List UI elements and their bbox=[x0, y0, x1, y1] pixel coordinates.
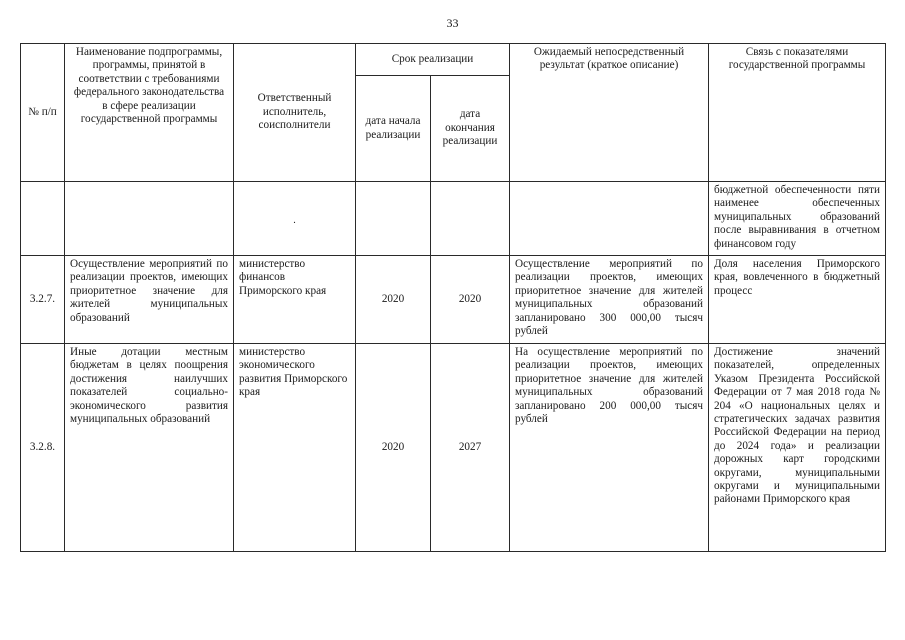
header-name: Наименование подпрограммы, программы, принятой в соответствии с требованиями федерального законодательства в сфере реализации государственной программы bbox=[65, 44, 234, 182]
row-link: Доля населения Приморского края, вовлеченного в бюджетный процесс bbox=[709, 256, 886, 344]
row-num bbox=[21, 182, 65, 256]
page-number: 33 bbox=[446, 16, 459, 30]
header-period: Срок реализации bbox=[356, 44, 510, 76]
row-name: Иные дотации местным бюджетам в целях поощрения достижения наилучших показателей социально-экономического развития муниципальных образований bbox=[65, 344, 234, 552]
row-result: На осуществление мероприятий по реализации проектов, имеющих приоритетное значение для жителей муниципальных образований запланировано 200 000,00 тысяч рублей bbox=[510, 344, 709, 552]
row-executor: министерство финансов Приморского края bbox=[234, 256, 356, 344]
row-name: Осуществление мероприятий по реализации проектов, имеющих приоритетное значение для жителей муниципальных образований bbox=[65, 256, 234, 344]
row-end: 2020 bbox=[431, 256, 510, 344]
row-executor bbox=[234, 182, 356, 256]
table-row bbox=[21, 256, 886, 344]
stray-dot: . bbox=[293, 215, 296, 226]
program-table bbox=[20, 43, 886, 552]
header-result: Ожидаемый непосредственный результат (краткое описание) bbox=[510, 44, 709, 182]
row-executor: министерство экономического развития Приморского края bbox=[234, 344, 356, 552]
row-result bbox=[510, 182, 709, 256]
header-row-1 bbox=[21, 44, 886, 76]
row-start bbox=[356, 182, 431, 256]
row-link: бюджетной обеспеченности пяти наименее обеспеченных муниципальных образований после выравнивания в отчетном финансовом году bbox=[709, 182, 886, 256]
header-link: Связь с показателями государственной программы bbox=[709, 44, 886, 182]
header-num: № п/п bbox=[21, 44, 65, 182]
row-num: 3.2.8. bbox=[21, 344, 65, 552]
row-link: Достижение значений показателей, определенных Указом Президента Российской Федерации от 7 мая 2018 года № 204 «О национальных целях и стратегических задачах развития Российской Федерации на период до 2024 года» и реализации дорожных карт городскими округами, муниципальными округами и муниципальными районами Приморского края bbox=[709, 344, 886, 552]
row-start: 2020 bbox=[356, 344, 431, 552]
header-end: дата окончания реализации bbox=[431, 76, 510, 182]
row-end bbox=[431, 182, 510, 256]
row-end: 2027 bbox=[431, 344, 510, 552]
header-start: дата начала реализации bbox=[356, 76, 431, 182]
row-num: 3.2.7. bbox=[21, 256, 65, 344]
row-result: Осуществление мероприятий по реализации проектов, имеющих приоритетное значение для жителей муниципальных образований запланировано 300 000,00 тысяч рублей bbox=[510, 256, 709, 344]
table-row bbox=[21, 344, 886, 552]
row-start: 2020 bbox=[356, 256, 431, 344]
table-row bbox=[21, 182, 886, 256]
header-executor: Ответственный исполнитель, соисполнители bbox=[234, 44, 356, 182]
row-name bbox=[65, 182, 234, 256]
